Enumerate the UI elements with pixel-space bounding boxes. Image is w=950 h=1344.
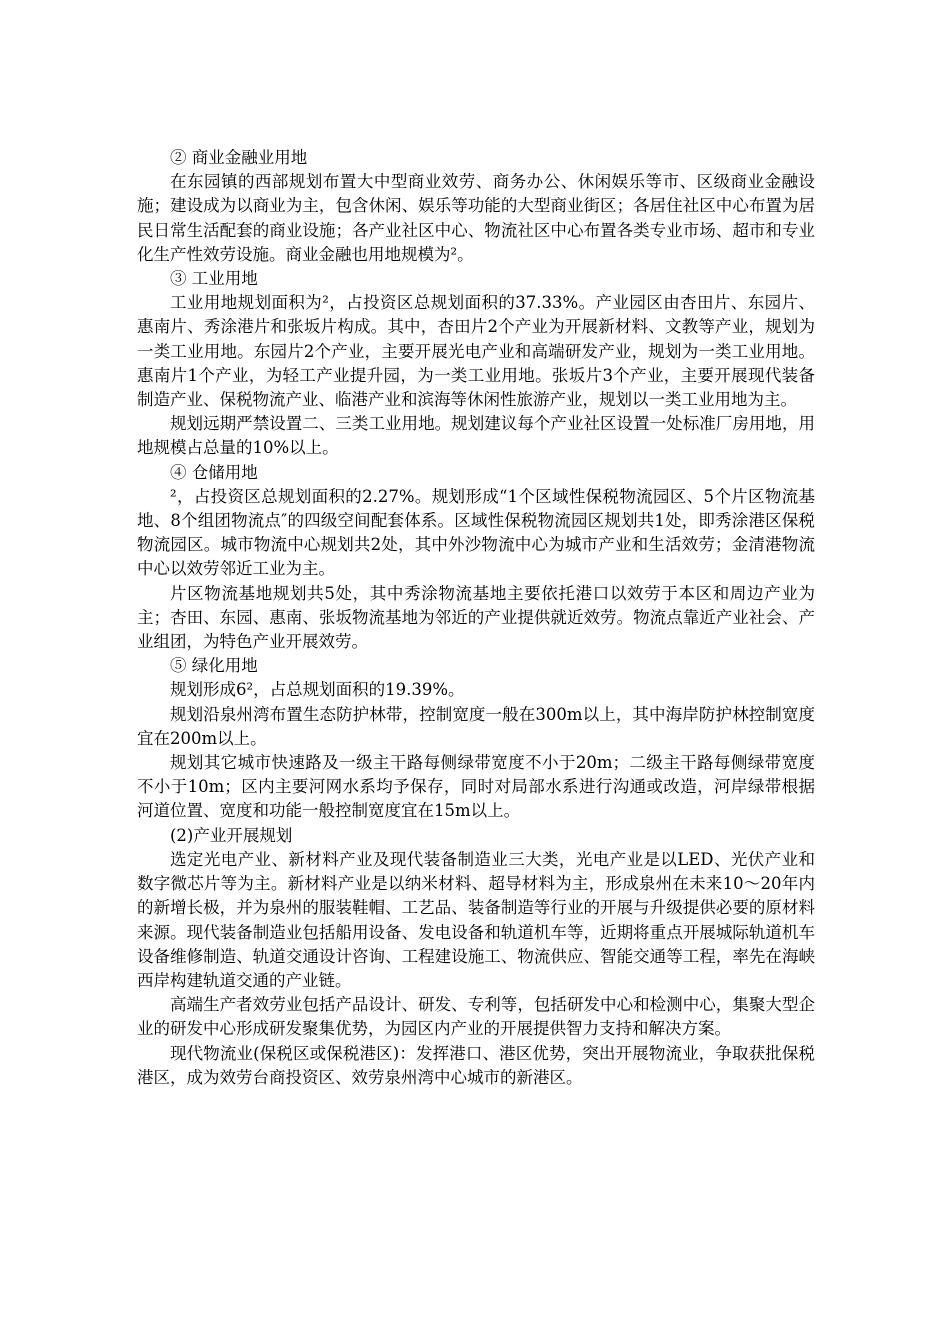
paragraph-industry-plan-3: 现代物流业(保税区或保税港区)：发挥港口、港区优势，突出开展物流业，争取获批保税港区，成为效劳台商投资区、效劳泉州湾中心城市的新港区。	[137, 1043, 815, 1087]
paragraph-green-1: 规划形成6²，占总规划面积的19.39%。	[170, 680, 465, 700]
paragraph-commercial-1: 在东园镇的西部规划布置大中型商业效劳、商务办公、休闲娱乐等市、区级商业金融设施；建设成为以商业为主，包含休闲、娱乐等功能的大型商业街区；各居住社区中心布置为居民日常生活配套的商业设施；各产业社区中心、物流社区中心布置各类专业市场、超市和专业化生产性效劳设施。商业金融也用地规模为²。	[137, 172, 815, 264]
heading-industrial-land: ③ 工业用地	[170, 269, 258, 289]
paragraph-industrial-2: 规划远期严禁设置二、三类工业用地。规划建议每个产业社区设置一处标准厂房用地，用地规模占总量的10%以上。	[137, 414, 815, 458]
paragraph-green-2: 规划沿泉州湾布置生态防护林带，控制宽度一般在300m以上，其中海岸防护林控制宽度宜在200m以上。	[137, 704, 815, 748]
paragraph-green-3: 规划其它城市快速路及一级主干路每侧绿带宽度不小于20m；二级主干路每侧绿带宽度不小于10m；区内主要河网水系均予保存，同时对局部水系进行沟通或改造，河岸绿带根据河道位置、宽度和功能一般控制宽度宜在15m以上。	[137, 753, 815, 821]
paragraph-industry-plan-1: 选定光电产业、新材料产业及现代装备制造业三大类，光电产业是以LED、光伏产业和数字微芯片等为主。新材料产业是以纳米材料、超导材料为主，形成泉州在未来10～20年内的新增长极，并为泉州的服装鞋帽、工艺品、装备制造等行业的开展与升级提供必要的原材料来源。现代装备制造业包括船用设备、发电设备和轨道机车等，近期将重点开展城际轨道机车设备维修制造、轨道交通设计咨询、工程建设施工、物流供应、智能交通等工程，率先在海峡西岸构建轨道交通的产业链。	[137, 849, 815, 990]
heading-green-land: ⑤ 绿化用地	[170, 656, 258, 676]
heading-commercial-land: ② 商业金融业用地	[170, 148, 308, 167]
paragraph-storage-1: ²，占投资区总规划面积的2.27%。规划形成“1个区域性保税物流园区、5个片区物流基地、8个组团物流点″的四级空间配套体系。区域性保税物流园区规划共1处，即秀涂港区保税物流园区。城市物流中心规划共2处，其中外沙物流中心为城市产业和生活效劳；金清港物流中心以效劳邻近工业为主。	[137, 486, 815, 579]
paragraph-industry-plan-2: 高端生产者效劳业包括产品设计、研发、专利等，包括研发中心和检测中心，集聚大型企业的研发中心形成研发聚集优势，为园区内产业的开展提供智力支持和解决方案。	[137, 995, 815, 1039]
document-body	[137, 146, 815, 1090]
heading-industry-plan: (2)产业开展规划	[170, 825, 293, 845]
heading-storage-land: ④ 仓储用地	[170, 462, 258, 482]
paragraph-storage-2: 片区物流基地规划共5处，其中秀涂物流基地主要依托港口以效劳于本区和周边产业为主；杏田、东园、惠南、张坂物流基地为邻近的产业提供就近效劳。物流点靠近产业社会、产业组团，为特色产业开展效劳。	[137, 583, 815, 652]
paragraph-industrial-1: 工业用地规划面积为²，占投资区总规划面积的37.33%。产业园区由杏田片、东园片、惠南片、秀涂港片和张坂片构成。其中，杏田片2个产业为开展新材料、文教等产业，规划为一类工业用地。东园片2个产业，主要开展光电产业和高端研发产业，规划为一类工业用地。惠南片1个产业，为轻工产业提升园，为一类工业用地。张坂片3个产业，主要开展现代装备制造产业、保税物流产业、临港产业和滨海等休闲性旅游产业，规划以一类工业用地为主。	[137, 293, 815, 410]
